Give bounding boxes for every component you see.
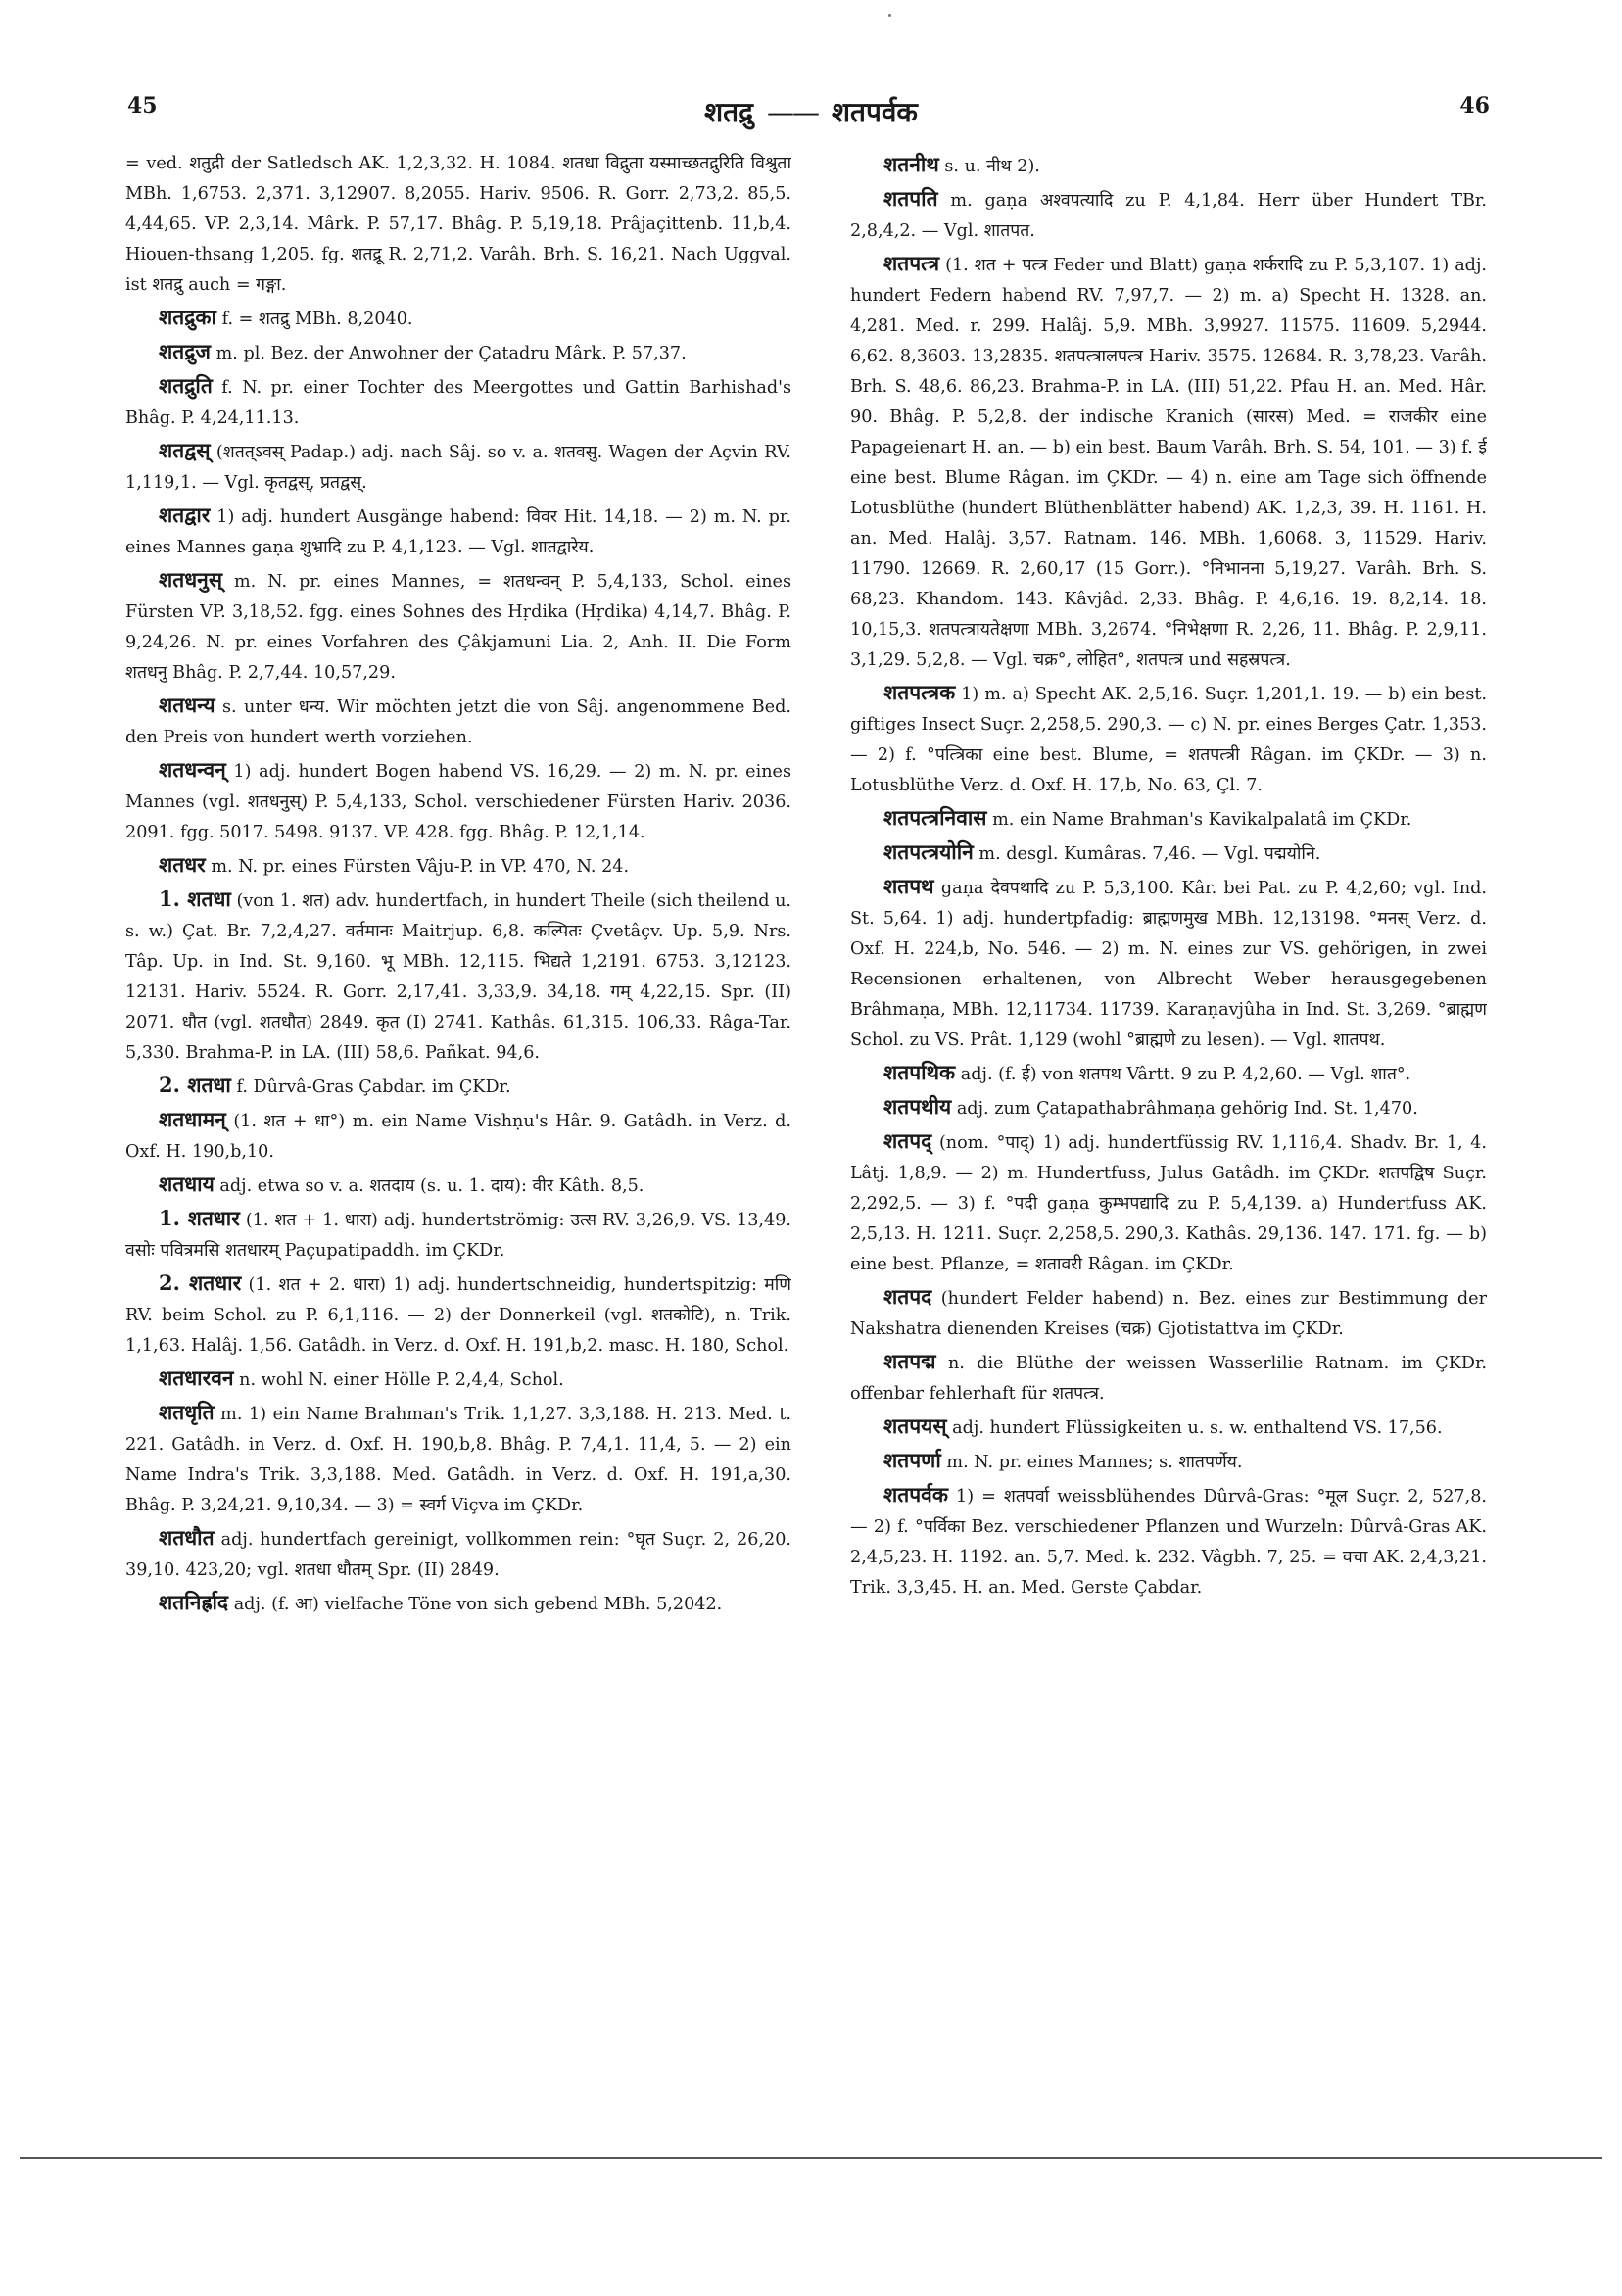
entry-body: s. u. नीथ 2). bbox=[944, 157, 1040, 176]
dictionary-entry bbox=[850, 183, 1487, 247]
running-head-right: शतपर्वक bbox=[831, 96, 918, 128]
right-column bbox=[850, 149, 1487, 2039]
entry-headword: शतपत्त्रयोनि bbox=[883, 839, 974, 864]
page-header bbox=[0, 93, 1622, 142]
dictionary-entry bbox=[125, 1363, 791, 1396]
dictionary-entry bbox=[125, 884, 791, 1069]
dictionary-entry bbox=[850, 1346, 1487, 1410]
entry-headword: शतपथ bbox=[883, 874, 934, 898]
entry-body: m. N. pr. eines Fürsten Vâju-P. in VP. 470, N. 24. bbox=[211, 857, 630, 877]
entry-body: = ved. शतुद्री der Satledsch AK. 1,2,3,32. H. 1084. शतधा विद्रुता यस्माच्छतद्रुरिति विश्रुता MBh. 1,6753. 2,371. 3,12907. 8,2055. Hariv. 9506. R. Gorr. 2,73,2. 85,5. 4,44,65. VP. 2,3,14. Mârk. P. 57,17. Bhâg. P. 5,19,18. Prâjaçittenb. 11,b,4. Hiouen-thsang 1,205. fg. शतद्रू R. 2,71,2. Varâh. Brh. S. 16,21. Nach Uggval. ist शतद्रु auch = गङ्गा. bbox=[125, 154, 791, 295]
entry-headword: 1. शतधार bbox=[159, 1206, 240, 1230]
entry-body: adj. zum Çatapathabrâhmaṇa gehörig Ind. St. 1,470. bbox=[956, 1099, 1418, 1119]
entry-headword: शतपर्णा bbox=[883, 1448, 941, 1472]
entry-headword: शतधौत bbox=[159, 1525, 215, 1550]
entry-headword: शतपत्त्रक bbox=[883, 680, 956, 704]
entry-headword: शतधाय bbox=[159, 1172, 215, 1196]
entry-body: m. pl. Bez. der Anwohner der Çatadru Mârk. P. 57,37. bbox=[215, 344, 687, 363]
page-number-left: 45 bbox=[127, 93, 158, 119]
entry-body: n. wohl N. einer Hölle P. 2,4,4, Schol. bbox=[239, 1370, 564, 1390]
dictionary-entry bbox=[125, 1203, 791, 1267]
entry-headword: शतधृति bbox=[159, 1400, 215, 1424]
entry-headword: शतधारवन bbox=[159, 1365, 234, 1390]
dictionary-entry bbox=[125, 370, 791, 434]
dictionary-entry bbox=[125, 302, 791, 335]
entry-body: m. N. pr. eines Mannes, = शतधन्वन् P. 5,4,133, Schol. eines Fürsten VP. 3,18,52. fgg. eines Sohnes des Hṛdika (Hṛdika) 4,14,7. Bhâg. P. 9,24,26. N. pr. eines Vorfahren des Çâkjamuni Lia. 2, Anh. II. Die Form शतधनु Bhâg. P. 2,7,44. 10,57,29. bbox=[125, 572, 791, 683]
entry-body: f. N. pr. einer Tochter des Meergottes und Gattin Barhishad's Bhâg. P. 4,24,11.13. bbox=[125, 378, 791, 428]
entry-headword: शतद्वार bbox=[159, 502, 211, 527]
entry-body: (शतत्ऽवस् Padap.) adj. nach Sâj. so v. a. शतवसु. Wagen der Açvin RV. 1,119,1. — Vgl. कृतद्वस्, प्रतद्वस्. bbox=[125, 443, 791, 493]
dictionary-entry bbox=[125, 564, 791, 689]
entry-body: adj. hundertfach gereinigt, vollkommen rein: °घृत Suçr. 2, 26,20. 39,10. 423,20; vgl. शतधा धौतम् Spr. (II) 2849. bbox=[125, 1530, 791, 1580]
page-number-right: 46 bbox=[1459, 93, 1490, 119]
entry-headword: शतधामन् bbox=[159, 1107, 226, 1131]
dictionary-entry bbox=[125, 1104, 791, 1168]
entry-headword: शतद्रुका bbox=[159, 305, 216, 329]
entry-headword: शतधनुस् bbox=[159, 567, 223, 592]
dictionary-entry bbox=[125, 1169, 791, 1202]
dictionary-entry bbox=[125, 1070, 791, 1103]
entry-body: adj. (f. आ) vielfache Töne von sich gebend MBh. 5,2042. bbox=[233, 1595, 723, 1614]
dictionary-entry bbox=[850, 1057, 1487, 1090]
dictionary-entry bbox=[125, 1397, 791, 1521]
entry-headword: शतधर bbox=[159, 852, 206, 877]
left-column bbox=[125, 149, 791, 2039]
entry-body: m. N. pr. eines Mannes; s. शातपर्णेय. bbox=[946, 1453, 1243, 1472]
entry-body: f. = शतद्रु MBh. 8,2040. bbox=[221, 310, 413, 329]
running-head-left: शतद्रु bbox=[704, 96, 753, 128]
entry-body: (hundert Felder habend) n. Bez. eines zur Bestimmung der Nakshatra dienenden Kreises (चक्र) Gjotistattva im ÇKDr. bbox=[850, 1289, 1487, 1339]
entry-headword: शतपति bbox=[883, 186, 938, 211]
dictionary-entry bbox=[850, 149, 1487, 182]
dictionary-entry bbox=[125, 149, 791, 301]
dictionary-entry bbox=[850, 1479, 1487, 1603]
entry-headword: शतपर्वक bbox=[883, 1482, 948, 1507]
entry-headword: 2. शतधार bbox=[159, 1270, 242, 1295]
entry-headword: शतपद bbox=[883, 1284, 932, 1309]
dictionary-entry bbox=[850, 1125, 1487, 1280]
entry-headword: शतद्वस् bbox=[159, 438, 211, 462]
entry-headword: शतनीथ bbox=[883, 152, 939, 176]
dictionary-entry bbox=[850, 1411, 1487, 1444]
dictionary-entry bbox=[850, 1281, 1487, 1345]
entry-headword: शतपद् bbox=[883, 1128, 932, 1153]
entry-headword: शतपथिक bbox=[883, 1060, 956, 1084]
running-head bbox=[0, 93, 1622, 130]
entry-body: m. 1) ein Name Brahman's Trik. 1,1,27. 3,3,188. H. 213. Med. t. 221. Gatâdh. in Verz. d. Oxf. H. 190,b,8. Bhâg. P. 7,4,1. 11,4, 5. — 2) ein Name Indra's Trik. 3,3,188. Med. Gatâdh. in Verz. d. Oxf. H. 191,a,30. Bhâg. P. 3,24,21. 9,10,34. — 3) = स्वर्ग Viçva im ÇKDr. bbox=[125, 1405, 791, 1515]
dictionary-entry bbox=[850, 837, 1487, 870]
entry-body: m. desgl. Kumâras. 7,46. — Vgl. पद्मयोनि. bbox=[978, 844, 1321, 864]
entry-headword: शतपत्त्र bbox=[883, 251, 940, 275]
dictionary-entry bbox=[125, 435, 791, 499]
entry-body: adj. etwa so v. a. शतदाय (s. u. 1. दाय): वीर Kâth. 8,5. bbox=[219, 1176, 644, 1196]
dictionary-entry bbox=[125, 1522, 791, 1586]
entry-body: (1. शत + धा°) m. ein Name Vishṇu's Hâr. 9. Gatâdh. in Verz. d. Oxf. H. 190,b,10. bbox=[125, 1112, 791, 1162]
entry-headword: 1. शतधा bbox=[159, 886, 231, 911]
entry-body: 1) m. a) Specht AK. 2,5,16. Suçr. 1,201,1. 19. — b) ein best. giftiges Insect Suçr. 2,258,5. 290,3. — c) N. pr. eines Berges Çatr. 1,353. — 2) f. °पत्त्रिका eine best. Blume, = शतपत्त्री Râgan. im ÇKDr. — 3) n. Lotusblüthe Verz. d. Oxf. H. 17,b, No. 63, Çl. 7. bbox=[850, 685, 1487, 795]
entry-headword: शतपत्त्रनिवास bbox=[883, 805, 987, 830]
entry-body: adj. (f. ई) von शतपथ Vârtt. 9 zu P. 4,2,60. — Vgl. शात°. bbox=[960, 1065, 1411, 1084]
dictionary-entry bbox=[850, 1091, 1487, 1124]
dictionary-entry bbox=[850, 802, 1487, 836]
running-head-dash: —— bbox=[766, 96, 818, 128]
entry-body: n. die Blüthe der weissen Wasserlilie Ratnam. im ÇKDr. offenbar fehlerhaft für शतपत्त्र. bbox=[850, 1354, 1487, 1404]
entry-body: (1. शत + 1. धारा) adj. hundertströmig: उत्स RV. 3,26,9. VS. 13,49. वसोः पवित्रमसि शतधारम् Paçupatipaddh. im ÇKDr. bbox=[125, 1211, 791, 1261]
entry-headword: 2. शतधा bbox=[159, 1073, 231, 1097]
entry-headword: शतपद्म bbox=[883, 1349, 936, 1373]
entry-body: 1) adj. hundert Bogen habend VS. 16,29. — 2) m. N. pr. eines Mannes (vgl. शतधनुस्) P. 5,4,133, Schol. verschiedener Fürsten Hariv. 2036. 2091. fgg. 5017. 5498. 9137. VP. 428. fgg. Bhâg. P. 12,1,14. bbox=[125, 762, 791, 842]
entry-body: (von 1. शत) adv. hundertfach, in hundert Theile (sich theilend u. s. w.) Çat. Br. 7,2,4,27. वर्तमानः Maitrjup. 6,8. कल्पितः Çvetâçv. Up. 5,9. Nrs. Tâp. Up. in Ind. St. 9,160. भू MBh. 12,115. भिद्यते 1,2191. 6753. 3,12123. 12131. Hariv. 5524. R. Gorr. 2,17,41. 3,33,9. 34,18. गम् 4,22,15. Spr. (II) 2071. धौत (vgl. शतधौत) 2849. कृत (I) 2741. Kathâs. 61,315. 106,33. Râga-Tar. 5,330. Brahma-P. in LA. (III) 58,6. Pañkat. 94,6. bbox=[125, 891, 791, 1063]
entry-body: m. gaṇa अश्वपत्यादि zu P. 4,1,84. Herr über Hundert TBr. 2,8,4,2. — Vgl. शातपत. bbox=[850, 191, 1487, 241]
entry-headword: शतद्रुज bbox=[159, 339, 211, 363]
entry-headword: शतधन्य bbox=[159, 693, 215, 717]
entry-body: m. ein Name Brahman's Kavikalpalatâ im ÇKDr. bbox=[992, 810, 1412, 830]
footer-rule bbox=[20, 2157, 1602, 2159]
dictionary-entry bbox=[125, 849, 791, 883]
entry-body: (1. शत + 2. धारा) 1) adj. hundertschneidig, hundertspitzig: मणि RV. beim Schol. zu P. 6,1,116. — 2) der Donnerkeil (vgl. शतकोटि), n. Trik. 1,1,63. Halâj. 1,56. Gatâdh. in Verz. d. Oxf. H. 191,b,2. masc. H. 180, Schol. bbox=[125, 1275, 791, 1356]
dictionary-entry bbox=[850, 677, 1487, 801]
dictionary-entry bbox=[125, 500, 791, 563]
entry-body: s. unter धन्य. Wir möchten jetzt die von Sâj. angenommene Bed. den Preis von hundert werth vorziehen. bbox=[125, 697, 791, 747]
entry-body: f. Dûrvâ-Gras Çabdar. im ÇKDr. bbox=[236, 1077, 511, 1097]
dictionary-entry bbox=[125, 754, 791, 848]
dictionary-entry bbox=[125, 336, 791, 369]
entry-headword: शतनिर्ह्राद bbox=[159, 1590, 229, 1614]
entry-headword: शतपथीय bbox=[883, 1094, 952, 1119]
entry-headword: शतधन्वन् bbox=[159, 757, 226, 782]
entry-body: (1. शत + पत्त्र Feder und Blatt) gaṇa शर्करादि zu P. 5,3,107. 1) adj. hundert Federn habend RV. 7,97,7. — 2) m. a) Specht H. 1328. an. 4,281. Med. r. 299. Halâj. 5,9. MBh. 3,9927. 11575. 11609. 5,2944. 6,62. 8,3603. 13,2835. शतपत्त्रालपत्त्र Hariv. 3575. 12684. R. 3,78,23. Varâh. Brh. S. 48,6. 86,23. Brahma-P. in LA. (III) 51,22. Pfau H. an. Med. Hâr. 90. Bhâg. P. 5,2,8. der indische Kranich (सारस) Med. = राजकीर eine Papageienart H. an. — b) ein best. Baum Varâh. Brh. S. 54, 101. — 3) f. ई eine best. Blume Râgan. im ÇKDr. — 4) n. eine am Tage sich öffnende Lotusblüthe (hundert Blüthenblätter habend) AK. 1,2,3, 39. H. 1161. H. an. Med. Halâj. 3,57. Ratnam. 146. MBh. 1,6068. 3, 11529. Hariv. 11790. 12669. R. 2,60,17 (15 Gorr.). °निभानना 5,19,27. Varâh. Brh. S. 68,23. Khandom. 143. Kâvjâd. 2,33. Bhâg. P. 4,6,16. 19. 8,2,14. 18. 10,15,3. शतपत्त्रायतेक्षणा MBh. 3,2674. °निभेक्षणा R. 2,26, 11. Bhâg. P. 2,9,11. 3,1,29. 5,2,8. — Vgl. चक्र°, लोहित°, शतपत्त्र und सहस्रपत्त्र. bbox=[850, 256, 1487, 670]
entry-body: (nom. °पाद्) 1) adj. hundertfüssig RV. 1,116,4. Shadv. Br. 1, 4. Lâtj. 1,8,9. — 2) m. Hundertfuss, Julus Gatâdh. im ÇKDr. शतपद्विष Suçr. 2,292,5. — 3) f. °पदी gaṇa कुम्भपद्यादि zu P. 5,4,139. a) Hundertfuss AK. 2,5,13. H. 1211. Suçr. 2,258,5. 290,3. Kathâs. 29,136. 147. 171. fg. — b) eine best. Pflanze, = शतावरी Râgan. im ÇKDr. bbox=[850, 1133, 1487, 1274]
dictionary-entry bbox=[850, 871, 1487, 1056]
scan-speck bbox=[888, 14, 891, 17]
entry-headword: शतपयस् bbox=[883, 1413, 947, 1438]
entry-body: 1) adj. hundert Ausgänge habend: विवर Hit. 14,18. — 2) m. N. pr. eines Mannes gaṇa शुभ्रादि zu P. 4,1,123. — Vgl. शातद्वारेय. bbox=[125, 507, 791, 557]
dictionary-entry bbox=[850, 1445, 1487, 1478]
entry-body: 1) = शतपर्वा weissblühendes Dûrvâ-Gras: °मूल Suçr. 2, 527,8. — 2) f. °पर्विका Bez. verschiedener Pflanzen und Wurzeln: Dûrvâ-Gras AK. 2,4,5,23. H. 1192. an. 5,7. Med. k. 232. Vâgbh. 7, 25. = वचा AK. 2,4,3,21. Trik. 3,3,45. H. an. Med. Gerste Çabdar. bbox=[850, 1487, 1487, 1598]
entry-headword: शतद्रुति bbox=[159, 373, 213, 398]
entry-body: gaṇa देवपथादि zu P. 5,3,100. Kâr. bei Pat. zu P. 4,2,60; vgl. Ind. St. 5,64. 1) adj. hundertpfadig: ब्राह्मणमुख MBh. 12,13198. °मनस् Verz. d. Oxf. H. 224,b, No. 546. — 2) m. N. eines zur VS. gehörigen, in zwei Recensionen erhaltenen, von Albrecht Weber herausgegebenen Brâhmaṇa, MBh. 12,11734. 11739. Karaṇavjûha in Ind. St. 3,269. °ब्राह्मण Schol. zu VS. Prât. 1,129 (wohl °ब्राह्मणे zu lesen). — Vgl. शातपथ. bbox=[850, 879, 1487, 1050]
dictionary-entry bbox=[125, 690, 791, 753]
dictionary-entry bbox=[125, 1268, 791, 1362]
dictionary-entry bbox=[850, 248, 1487, 676]
dictionary-entry bbox=[125, 1587, 791, 1620]
entry-body: adj. hundert Flüssigkeiten u. s. w. enthaltend VS. 17,56. bbox=[952, 1418, 1443, 1438]
